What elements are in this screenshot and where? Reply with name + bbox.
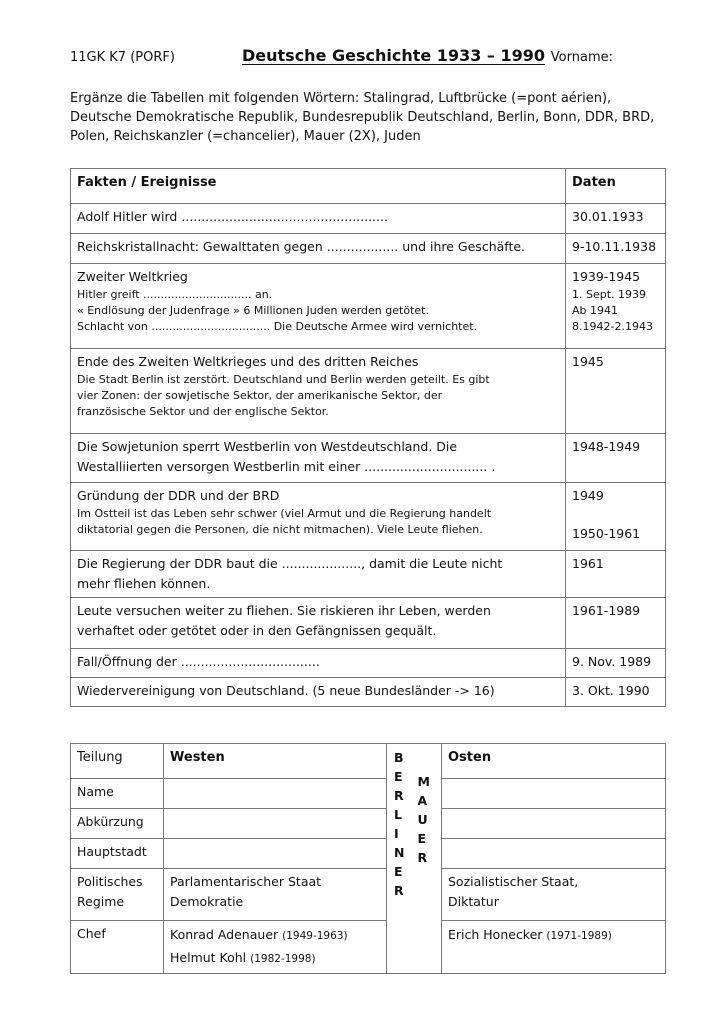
chief-west-name1: Konrad Adenauer: [170, 927, 283, 942]
osten-column-header: Osten: [442, 744, 666, 779]
mauer-vertical-text: M A U E R: [417, 774, 430, 865]
facts-column-header: Fakten / Ereignisse: [71, 169, 566, 204]
name-east-blank: [442, 779, 666, 809]
westen-column-header: Westen: [164, 744, 387, 779]
row-label-text: Hauptstadt: [77, 844, 147, 859]
table-row: [71, 678, 666, 707]
date-cell: [566, 598, 666, 649]
chief-east-cell: [442, 921, 666, 974]
date-cell: [566, 551, 666, 598]
table-row: [71, 649, 666, 678]
date-cell: [566, 204, 666, 234]
date-text: 30.01.1933: [572, 209, 644, 224]
date-text: 1948-1949: [572, 439, 641, 454]
chief-west-line1: [170, 924, 380, 947]
table-row: [71, 264, 666, 349]
teilung-column-header: Teilung: [71, 744, 164, 779]
table-row: [71, 349, 666, 434]
table-row: [71, 434, 666, 483]
fact-text: Reichskristallnacht: Gewalttaten gegen .................. und ihre Geschäfte.: [77, 239, 526, 254]
fact-text: Leute versuchen weiter zu fliehen. Sie riskieren ihr Leben, werden verhaftet oder getötet oder in den Gefängnissen gequält.: [77, 603, 491, 638]
fact-cell: [71, 434, 566, 483]
fact-cell: [71, 264, 566, 349]
table-row: [71, 779, 666, 809]
regime-east-text: Sozialistischer Staat, Diktatur: [448, 874, 579, 909]
instructions-text: Ergänze die Tabellen mit folgenden Wörtern: Stalingrad, Luftbrücke (=pont aérien), Deutsche Demokratische Republik, Bundesrepublik Deutschland, Berlin, Bonn, DDR, BRD, Polen, Reichskanzler (=chancelier), Mauer (2X), Juden: [70, 91, 655, 144]
fact-cell: [71, 598, 566, 649]
fact-text: Die Sowjetunion sperrt Westberlin von Westdeutschland. Die Westalliierten versorgen Westberlin mit einer ............................... .: [77, 439, 496, 474]
date-text: 9-10.11.1938: [572, 239, 657, 254]
regime-west-cell: [164, 869, 387, 921]
fact-cell: [71, 483, 566, 551]
fact-subtext: Im Ostteil ist das Leben sehr schwer (viel Armut und die Regierung handelt diktatorial gegen die Personen, die nicht mitmachen). Viele Leute fliehen.: [77, 507, 492, 536]
row-label-name: [71, 779, 164, 809]
table-row: [71, 921, 666, 974]
fact-cell: [71, 234, 566, 264]
table-row: [71, 204, 666, 234]
chief-east-name: Erich Honecker: [448, 927, 547, 942]
fact-text: Zweiter Weltkrieg: [77, 269, 188, 284]
fact-text: Wiedervereinigung von Deutschland. (5 neue Bundesländer -> 16): [77, 683, 495, 698]
fact-subtext: Hitler greift ............................... an. « Endlösung der Judenfrage » 6 Millionen Juden werden getötet. Schlacht von .................................. Die Deutsche Armee wird vernichtet.: [77, 288, 478, 333]
capital-west-blank: [164, 839, 387, 869]
table-row: [71, 598, 666, 649]
dates-column-header: Daten: [566, 169, 666, 204]
date-cell: [566, 678, 666, 707]
fact-subtext: Die Stadt Berlin ist zerstört. Deutschland und Berlin werden geteilt. Es gibt vier Zonen: der sowjetische Sektor, der amerikanische Sektor, der französische Sektor und der englische Sektor.: [77, 373, 490, 418]
chief-west-line2: [170, 947, 380, 970]
row-label-abbreviation: [71, 809, 164, 839]
row-label-political-regime: [71, 869, 164, 921]
fact-text: Adolf Hitler wird ....................................................: [77, 209, 388, 224]
chief-west-years1: (1949-1963): [282, 930, 348, 942]
row-label-chief: [71, 921, 164, 974]
date-text: 9. Nov. 1989: [572, 654, 652, 669]
row-label-text: Chef: [77, 926, 106, 941]
division-header-row: [71, 744, 666, 779]
fact-cell: [71, 551, 566, 598]
berlin-wall-cell: [387, 744, 442, 974]
table-row: [71, 234, 666, 264]
table-row: [71, 869, 666, 921]
page-header: [70, 46, 665, 65]
table-row: [71, 809, 666, 839]
abbreviation-east-blank: [442, 809, 666, 839]
date-cell: [566, 264, 666, 349]
name-label: Vorname:: [550, 50, 613, 65]
date-cell: [566, 649, 666, 678]
date-subtext: 1. Sept. 1939 Ab 1941 8.1942-2.1943: [572, 288, 653, 333]
page-title: Deutsche Geschichte 1933 – 1990: [242, 46, 546, 65]
date-text: 3. Okt. 1990: [572, 683, 650, 698]
date-cell: [566, 483, 666, 551]
row-label-text: Politisches Regime: [77, 874, 143, 909]
fact-cell: [71, 649, 566, 678]
division-table: [70, 743, 666, 974]
date-text: 1961-1989: [572, 603, 641, 618]
events-table: [70, 168, 666, 707]
fact-text: Fall/Öffnung der ...................................: [77, 654, 320, 669]
regime-west-text: Parlamentarischer Staat Demokratie: [170, 874, 322, 909]
fact-text: Ende des Zweiten Weltkrieges und des dritten Reiches: [77, 354, 419, 369]
fact-text: Gründung der DDR und der BRD: [77, 488, 280, 503]
date-cell: [566, 349, 666, 434]
date-text: 1945: [572, 354, 604, 369]
chief-east-years: (1971-1989): [546, 930, 612, 942]
events-header-row: [71, 169, 666, 204]
chief-west-years2: (1982-1998): [250, 953, 316, 965]
chief-west-cell: [164, 921, 387, 974]
row-label-text: Name: [77, 784, 114, 799]
table-row: [71, 483, 666, 551]
fact-cell: [71, 678, 566, 707]
row-label-capital: [71, 839, 164, 869]
date-text: 1949: [572, 488, 604, 503]
date-text: 1961: [572, 556, 604, 571]
date-text-secondary: 1950-1961: [572, 526, 641, 541]
row-label-text: Abkürzung: [77, 814, 144, 829]
date-text: 1939-1945: [572, 269, 641, 284]
chief-east-line1: [448, 924, 659, 947]
name-west-blank: [164, 779, 387, 809]
date-cell: [566, 434, 666, 483]
berlin-wall-vertical-text: [393, 747, 435, 900]
abbreviation-west-blank: [164, 809, 387, 839]
course-code: 11GK K7 (PORF): [70, 50, 175, 65]
fact-cell: [71, 204, 566, 234]
fact-cell: [71, 349, 566, 434]
capital-east-blank: [442, 839, 666, 869]
regime-east-cell: [442, 869, 666, 921]
date-cell: [566, 234, 666, 264]
berliner-vertical-text: B E R L I N E R: [394, 750, 405, 898]
table-row: [71, 551, 666, 598]
chief-west-name2: Helmut Kohl: [170, 950, 251, 965]
table-row: [71, 839, 666, 869]
fact-text: Die Regierung der DDR baut die ...................., damit die Leute nicht mehr fliehen können.: [77, 556, 503, 591]
